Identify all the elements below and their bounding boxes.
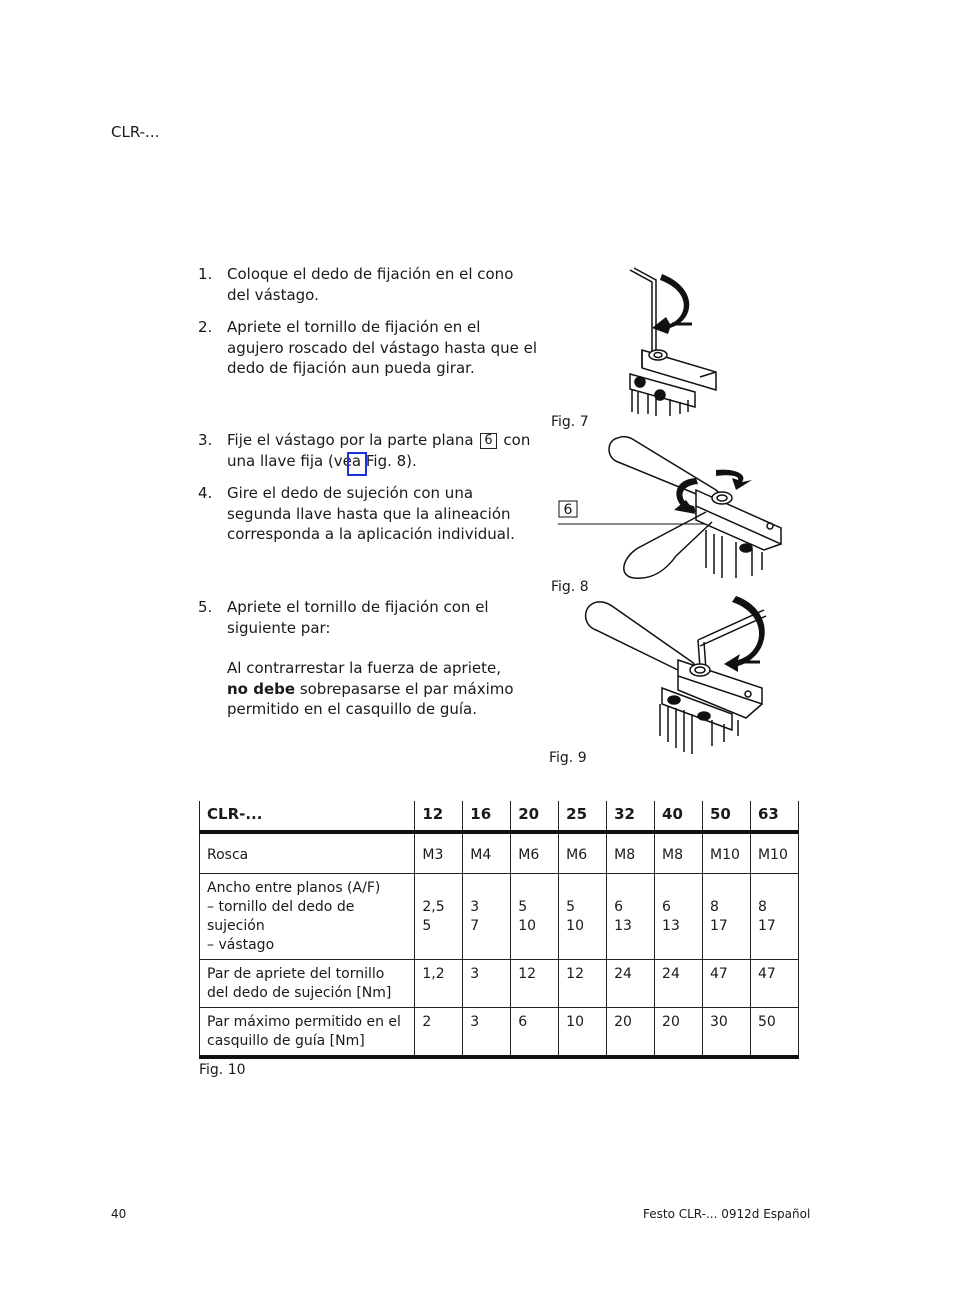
table-cell: 3 7: [463, 874, 511, 960]
table-header-cell: 12: [415, 801, 463, 832]
table-cell: M10: [750, 832, 798, 874]
table-cell: 12: [559, 960, 607, 1008]
table-cell: 6: [511, 1008, 559, 1058]
step-number: 3.: [198, 431, 213, 449]
table-cell: M8: [655, 832, 703, 874]
table-header-row: [200, 801, 799, 832]
step-4: [198, 483, 538, 545]
table-cell: 5 10: [559, 874, 607, 960]
step-text-part: Fije el vástago por la parte plana: [227, 431, 474, 449]
table-cell: M4: [463, 832, 511, 874]
step-number: 4.: [198, 484, 213, 502]
specification-table: [199, 801, 799, 1059]
table-cell: 8 17: [702, 874, 750, 960]
fig-10-caption: Fig. 10: [199, 1062, 246, 1078]
item-reference-box: 6: [480, 433, 496, 449]
step-text: Gire el dedo de sujeción con una segunda llave hasta que la alineación corresponda a la aplicación individual.: [227, 484, 515, 543]
table-cell: 47: [750, 960, 798, 1008]
table-cell: 50: [750, 1008, 798, 1058]
table-header-cell: CLR-...: [200, 801, 415, 832]
step-3: [198, 430, 538, 471]
step-text-part: con una llave fija (vea Fig. 8).: [227, 431, 531, 470]
fig-8-drawing: [556, 430, 786, 588]
fig-8-link-highlight[interactable]: [347, 452, 367, 476]
table-cell: 6 13: [655, 874, 703, 960]
table-row: [200, 874, 799, 960]
table-cell: M10: [702, 832, 750, 874]
note-bold: no debe: [227, 679, 296, 698]
fig-7-drawing: [600, 262, 730, 417]
table-header-cell: 20: [511, 801, 559, 832]
table-cell: 20: [607, 1008, 655, 1058]
table-cell: 10: [559, 1008, 607, 1058]
fig-9-drawing: [582, 596, 772, 756]
document-footer: Festo CLR-... 0912d Español: [643, 1207, 811, 1221]
table-cell: Rosca: [200, 832, 415, 874]
step-text: Coloque el dedo de fijación en el cono del vástago.: [227, 265, 514, 304]
table-row: [200, 832, 799, 874]
table-header-cell: 25: [559, 801, 607, 832]
step-text: Apriete el tornillo de fijación con el siguiente par:: [227, 598, 489, 637]
table-cell: 3: [463, 960, 511, 1008]
note-part: sobrepasarse el par máximo permitido en el casquillo de guía.: [227, 679, 514, 718]
table-cell: 24: [655, 960, 703, 1008]
table-cell: Ancho entre planos (A/F) – tornillo del dedo de sujeción – vástago: [200, 874, 415, 960]
step-number: 2.: [198, 318, 213, 336]
step-2: [198, 317, 538, 379]
table-cell: 12: [511, 960, 559, 1008]
table-header-cell: 63: [750, 801, 798, 832]
table-cell: Par máximo permitido en el casquillo de guía [Nm]: [200, 1008, 415, 1058]
table-cell: 8 17: [750, 874, 798, 960]
table-cell: 3: [463, 1008, 511, 1058]
table-cell: 20: [655, 1008, 703, 1058]
table-cell: 47: [702, 960, 750, 1008]
table-row: [200, 960, 799, 1008]
step-text: [227, 430, 538, 471]
table-cell: M6: [511, 832, 559, 874]
fig-8-callout: 6: [563, 502, 573, 518]
table-header-cell: 16: [463, 801, 511, 832]
table-header-cell: 50: [702, 801, 750, 832]
fig-9-caption: Fig. 9: [549, 750, 587, 766]
step-1: [198, 264, 538, 305]
table-cell: M6: [559, 832, 607, 874]
table-header-cell: 40: [655, 801, 703, 832]
fig-7-caption: Fig. 7: [551, 414, 589, 430]
table-cell: M3: [415, 832, 463, 874]
table-cell: 1,2: [415, 960, 463, 1008]
table-row: [200, 1008, 799, 1058]
step-text: Apriete el tornillo de fijación en el agujero roscado del vástago hasta que el dedo de fijación aun pueda girar.: [227, 318, 538, 377]
step-number: 5.: [198, 598, 213, 616]
table-cell: M8: [607, 832, 655, 874]
table-cell: 2,5 5: [415, 874, 463, 960]
step-note: [227, 658, 538, 720]
table-cell: Par de apriete del tornillo del dedo de sujeción [Nm]: [200, 960, 415, 1008]
table-cell: 6 13: [607, 874, 655, 960]
running-header: CLR-...: [111, 123, 160, 141]
fig-8-caption: Fig. 8: [551, 579, 589, 595]
table-cell: 30: [702, 1008, 750, 1058]
table-cell: 2: [415, 1008, 463, 1058]
note-part: Al contrarrestar la fuerza de apriete,: [227, 659, 501, 677]
table-header-cell: 32: [607, 801, 655, 832]
table-cell: 5 10: [511, 874, 559, 960]
step-5: [198, 597, 538, 720]
table-cell: 24: [607, 960, 655, 1008]
step-number: 1.: [198, 265, 213, 283]
page-number: 40: [111, 1207, 127, 1221]
